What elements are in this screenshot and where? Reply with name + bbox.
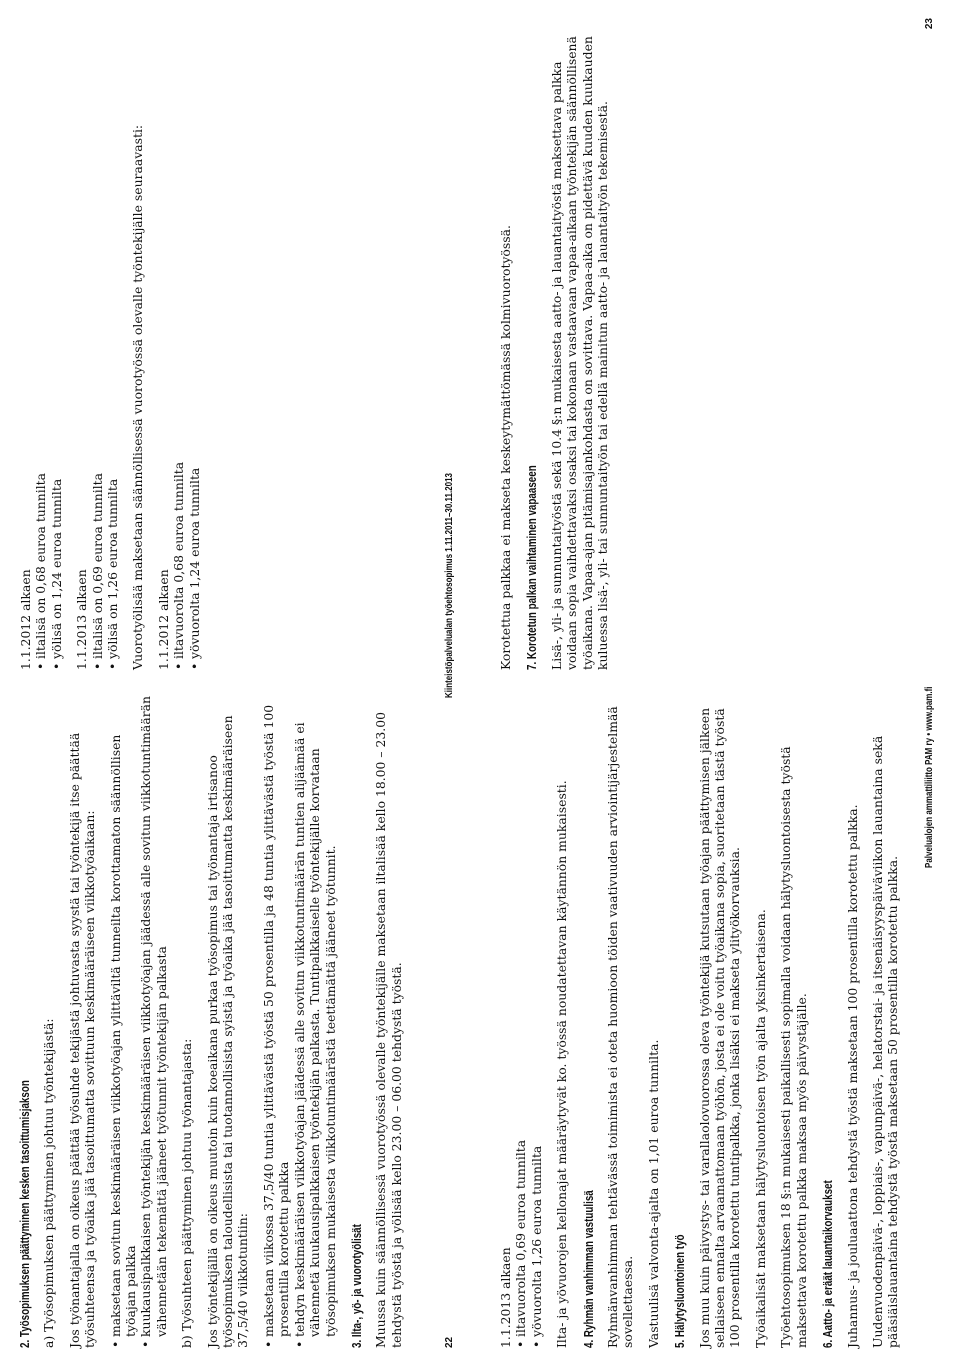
section-heading-4: 4. Ryhmän vanhimman vastuulisä (581, 1190, 596, 1348)
list-2013-b (513, 696, 544, 1348)
section-heading-2: 2. Työsopimuksen päättyminen kesken tasoittumisjakson (18, 1080, 32, 1348)
list-item: • yövuorolta 1,26 euroa tunnilta (529, 696, 544, 1348)
list-item: • iltalisä on 0,68 euroa tunnilta (33, 18, 48, 670)
paragraph-4a: Ryhmänvanhimman tehtävässä toimimista ei oteta huomioon töiden vaativuuden arviointijärjestelmää sovellettaessa. (605, 706, 636, 1348)
paragraph-6c: Korotettua palkkaa ei makseta keskeytymättömässä kolmivuorotyössä. (498, 225, 513, 670)
list-2013 (90, 18, 121, 670)
right-page-footer (920, 18, 940, 1348)
section-heading-7: 7. Korotetun palkan vaihtaminen vapaaseen (525, 465, 540, 670)
section-heading-6: 6. Aatto- ja eräät lauantaikorvaukset (821, 1180, 836, 1348)
paragraph-5a: Jos muu kuin päivystys- tai varallaolovuorossa oleva työntekijä kutsutaan työajan päättymisen jälkeen sellaiseen ennalta arvaamattomaan työhön, josta ei ole voitu työaikana sopia, suoritetaan tästä työstä 100 prosentilla korotettu tuntipalkka, jonka lisäksi ei makseta ylityökorvauksia. (696, 707, 743, 1348)
paragraph-a-title: a) Työsopimuksen päättyminen johtuu työntekijästä: (41, 1018, 57, 1348)
list-item: • yövuorolta 1,24 euroa tunnilta (187, 18, 202, 670)
section-heading-3: 3. Ilta-, yö- ja vuorotyölisät (349, 1224, 364, 1348)
list-item: • iltalisä on 0,69 euroa tunnilta (90, 18, 105, 670)
paragraph-6a: Juhannus- ja jouluaattona tehdystä työstä maksetaan 100 prosentilla korotettu palkka. (844, 804, 860, 1348)
list-a (108, 696, 170, 1348)
paragraph-a-body: Jos työnantajalla on oikeus päättää työsuhde tekijästä johtuvasta syystä tai työntekijä itse päättää työsuhteensa ja työaika jää tasoittumatta sovittuun keskimääräiseen viikkotyöaikaan: (66, 732, 98, 1348)
paragraph-5b: Työaikalisät maksetaan hälytysluontoisen työn ajalta yksinkertaisena. (752, 909, 768, 1348)
list-item: • tehdyn keskimääräisen viikkotyöajan jäädessä alle sovitun viikkotuntimäärän tuntien alijäämää ei vähennetä kuukausipalkkaisen työntekijän palkasta. Tuntipalkkaiselle työntekijälle korvataan työsopimuksen mukaisesta viikkotuntimäärästä teettämättä jääneet työtunnit. (292, 696, 338, 1348)
list-item: • iltavuorolta 0,68 euroa tunnilta (171, 18, 186, 670)
list-item: • maksetaan sovitun keskimääräisen viikkotyöajan ylittäviltä tunneilta korottamaton säännöllisen työajan palkka (108, 696, 139, 1348)
left-page-text (18, 18, 422, 1348)
date-label-2013-b: 1.1.2013 alkaen (498, 1247, 513, 1348)
paragraph-b-title: b) Työsuhteen päättyminen johtuu työnantajasta: (179, 1038, 195, 1348)
paragraph-ilta-yovuoro: Ilta- ja yövuorojen kellonajat määräytyvät ko. työssä noudatettavan käytännön mukaisesti. (554, 780, 570, 1348)
right-page (480, 0, 960, 1368)
list-item: • yölisä on 1,26 euroa tunnilta (105, 18, 120, 670)
list-item: • iltavuorolta 0,69 euroa tunnilta (513, 696, 528, 1348)
section-heading-5: 5. Hälytysluontoinen työ (673, 1234, 688, 1348)
list-item: • yölisä on 1,24 euroa tunnilta (49, 18, 64, 670)
footer-text: Kiinteistöpalvelualan työehtosopimus 1.11.2011–30.11.2013 (444, 473, 455, 698)
page-number: 22 (444, 1336, 455, 1348)
right-page-text (498, 18, 902, 1348)
paragraph-4b: Vastuulisä valvonta-ajalta on 1,01 euroa tunnilta. (645, 1039, 661, 1348)
page-number: 23 (924, 18, 935, 30)
date-label-2012-b: 1.1.2012 alkaen (155, 569, 171, 670)
date-label-2013: 1.1.2013 alkaen (74, 569, 90, 670)
paragraph-5c: Työehtosopimuksen 18 §:n mukaisesti paikallisesti sopimalla voidaan hälytysluontoisesta työstä maksettava korotettu palkka maksaa myös päivystäjälle. (778, 746, 809, 1348)
paragraph-b-body: Jos työntekijällä on oikeus muutoin kuin koeaikana purkaa työsopimus tai työnantaja irtisanoo työsopimuksen taloudellisista tai tuotannollisista syistä ja työaika jää tasoittumatta keskimääräiseen 37,5/40 viikkotuntiin: (204, 715, 251, 1348)
left-page-footer (440, 18, 460, 1348)
list-b (261, 696, 338, 1348)
paragraph-7: Lisä-, yli- ja sunnuntaityöstä sekä 10.4 §:n mukaisesta aatto- ja lauantaityöstä maksettava palkka voidaan sopia vaihdettavaksi osaksi tai kokonaan vastaavaan vapaa-aikaan työntekijän säännöllisenä työaikana. Vapaa-ajan pitämisajankohdasta on sovittava. Vapaa-aika on pidettävä kuuden kuukauden kuluessa lisä-, yli- tai sunnuntaityön tai edellä mainitun aatto- ja lauantaityön tekemisestä. (548, 36, 611, 670)
list-item: • maksetaan viikossa 37,5/40 tuntia ylittävästä työstä 50 prosentilla ja 48 tuntia ylittävästä työstä 100 prosentilla korotettu palkka (261, 696, 292, 1348)
list-item: • kuukausipalkkaisen työntekijän keskimääräisen viikkotyöajan jäädessä alle sovitun viikkotuntimäärän vähennetään tekemättä jääneet työtunnit työntekijän palkasta (138, 696, 169, 1348)
paragraph-6b: Uudenvuodenpäivä-, loppiais-, vapunpäivä-, helatorstai- ja itsenäisyyspäiväviikon lauantaina sekä pääsiäislauantaina tehdystä työstä maksetaan 50 prosentilla korotettu palkka. (869, 735, 901, 1348)
footer-text: Palvelualojen ammattiliitto PAM ry • www.pam.fi (924, 686, 935, 868)
list-2012 (33, 18, 64, 670)
paragraph-vuorotyo: Vuorotyölisää maksetaan säännöllisessä vuorotyössä olevalle työntekijälle seuraavasti: (130, 124, 146, 670)
date-label-2012: 1.1.2012 alkaen (18, 569, 33, 670)
paragraph-3: Muussa kuin säännöllisessä vuorotyössä olevalle työntekijälle maksetaan iltalisää kello 18.00 – 23.00 tehdystä työstä ja yölisää kello 23.00 – 06.00 tehdystä työstä. (373, 712, 404, 1348)
list-2012-b (171, 18, 202, 670)
